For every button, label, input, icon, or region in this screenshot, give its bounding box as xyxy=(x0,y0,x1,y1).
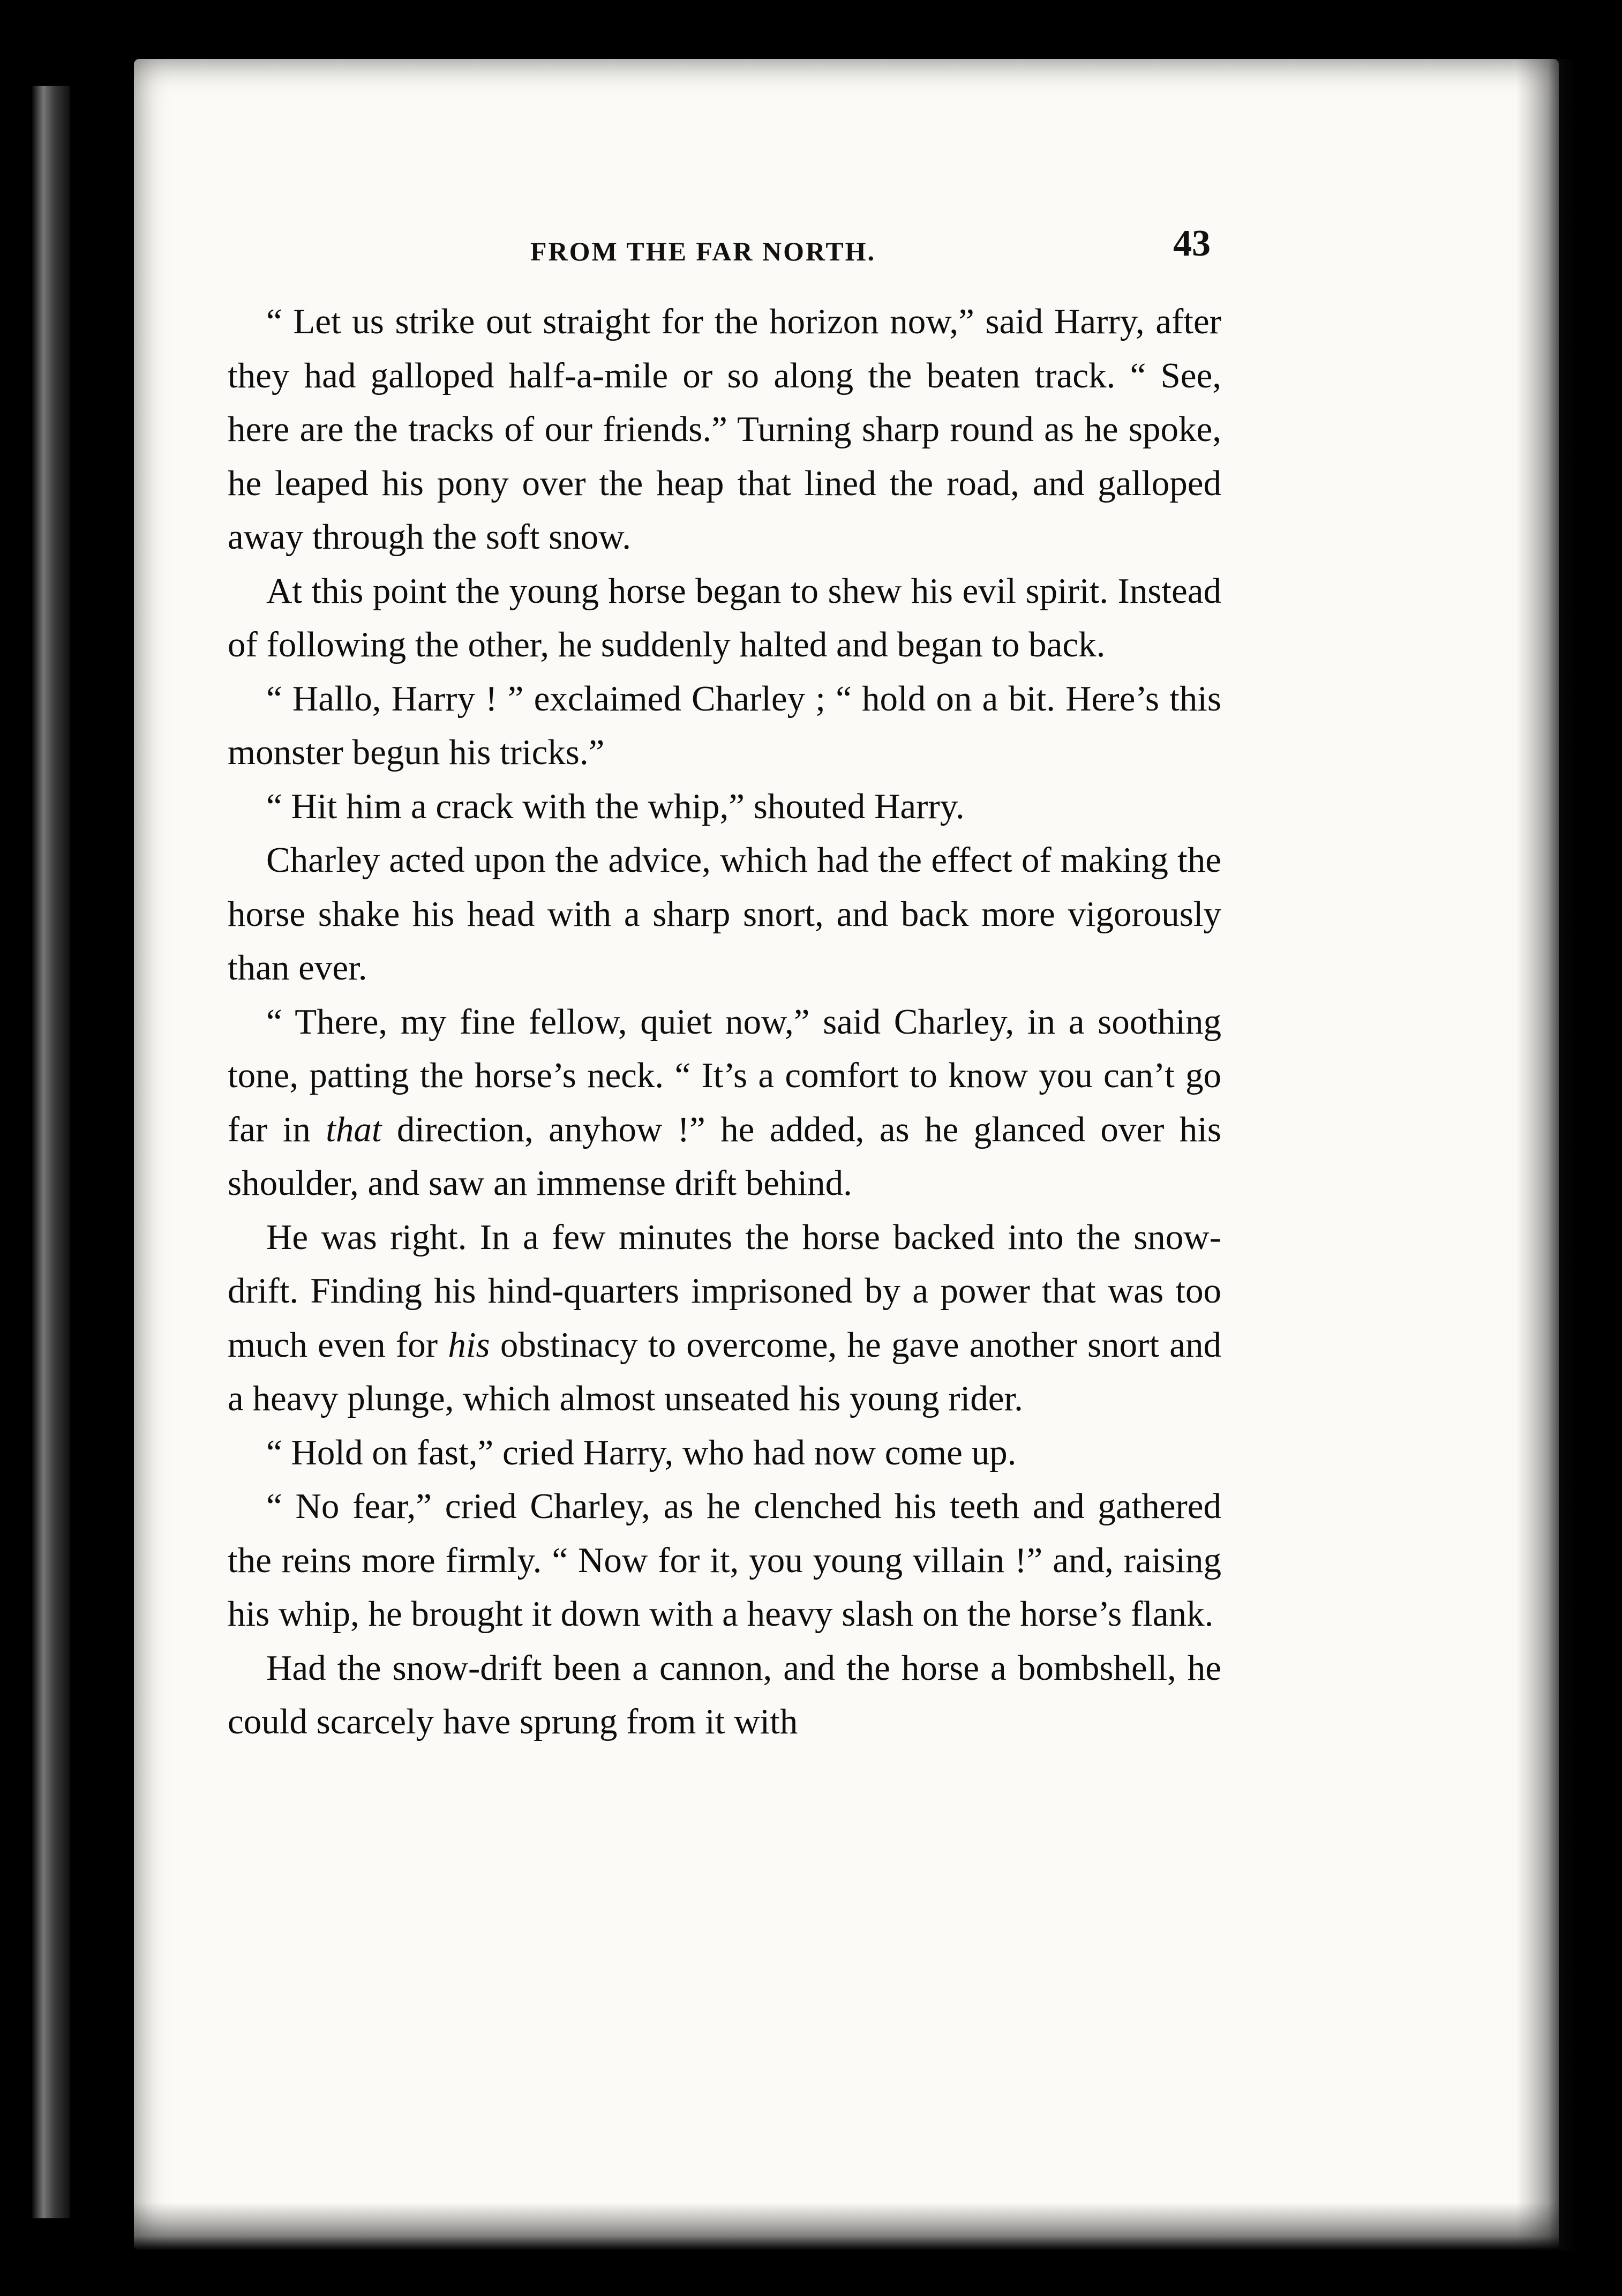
paragraph: At this point the young horse began to shew his evil spirit. Instead of following the other, he suddenly halted and began to back. xyxy=(228,571,1221,664)
paragraph: “ No fear,” cried Charley, as he clenched his teeth and gathered the reins more firmly. “ Now for it, you young villain !” and, raising his whip, he brought it down with a heavy slash on the horse’s flank. xyxy=(228,1486,1221,1634)
paragraph: Had the snow-drift been a cannon, and the horse a bombshell, he could scarcely have sprung from it with xyxy=(228,1648,1221,1741)
italic-word: that xyxy=(326,1109,382,1149)
book-spine-edge xyxy=(32,86,70,2218)
page-shadow-right xyxy=(1516,59,1575,2250)
paragraph-text: obstinacy to overcome, he gave another snort and a heavy plunge, which almost unseated his young rider. xyxy=(228,1325,1221,1418)
paragraph-text: “ There, my fine fellow, quiet now,” said Charley, in a soothing tone, patting the horse’s neck. “ It’s a comfort to know you can’t go far in xyxy=(228,1001,1221,1149)
page-shadow-bottom xyxy=(134,2202,1559,2250)
paragraph: Charley acted upon the advice, which had the effect of making the horse shake his head with a sharp snort, and back more vigorously than ever. xyxy=(228,840,1221,988)
italic-word: his xyxy=(448,1325,490,1365)
paragraph xyxy=(228,995,1221,1210)
paragraph-text: He was right. In a few minutes the horse backed into the snow-drift. Finding his hind-quarters imprisoned by a power that was too much even for xyxy=(228,1217,1221,1365)
page-number: 43 xyxy=(1173,223,1211,264)
body-text xyxy=(228,295,1221,1749)
paragraph-text: direction, anyhow !” he added, as he glanced over his shoulder, and saw an immense drift behind. xyxy=(228,1109,1221,1203)
paragraph: “ Let us strike out straight for the horizon now,” said Harry, after they had galloped half-a-mile or so along the beaten track. “ See, here are the tracks of our friends.” Turning sharp round as he spoke, he leaped his pony over the heap that lined the road, and galloped away through the soft snow. xyxy=(228,302,1221,557)
paragraph: “ Hold on fast,” cried Harry, who had now come up. xyxy=(266,1432,1017,1472)
running-head: FROM THE FAR NORTH. xyxy=(530,236,876,266)
paragraph: “ Hallo, Harry ! ” exclaimed Charley ; “ hold on a bit. Here’s this monster begun his tricks.” xyxy=(228,678,1221,772)
paragraph: “ Hit him a crack with the whip,” shouted Harry. xyxy=(266,786,965,826)
scan-margin xyxy=(0,0,145,2296)
paragraph xyxy=(228,1210,1221,1426)
book-page xyxy=(134,59,1559,2250)
